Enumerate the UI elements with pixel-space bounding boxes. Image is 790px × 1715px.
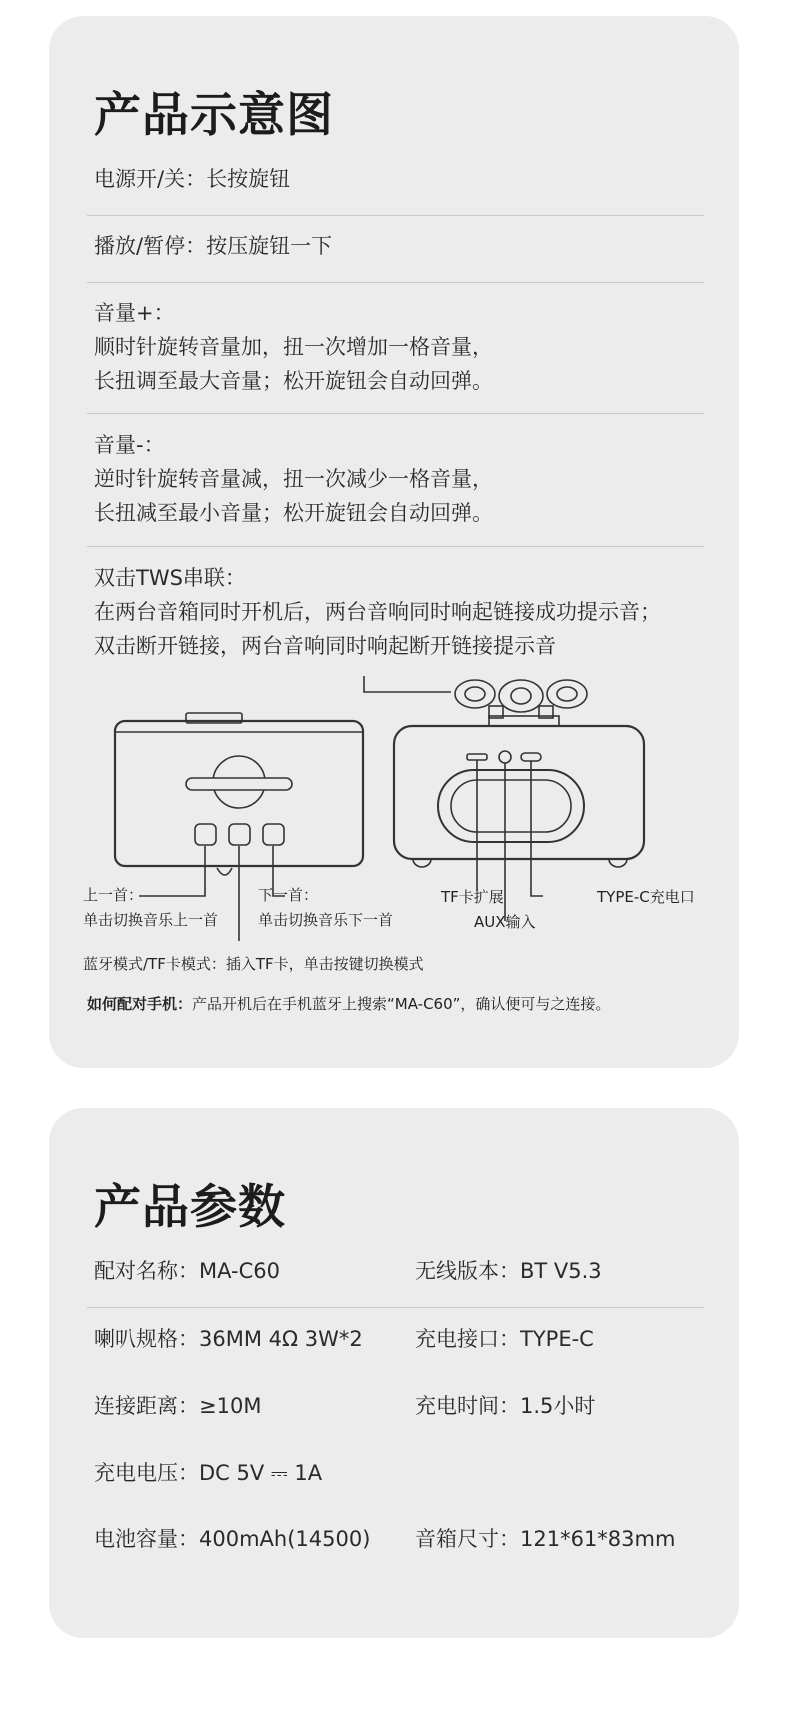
pairing-note-text: 产品开机后在手机蓝牙上搜索“MA-C60”，确认便可与之连接。: [192, 995, 611, 1013]
next-track-desc: 单击切换音乐下一首: [258, 911, 394, 929]
spec-title: 产品参数: [94, 1180, 286, 1235]
spec-battery: 电池容量：400mAh(14500): [94, 1527, 371, 1551]
diagram-title: 产品示意图: [94, 88, 334, 143]
tf-card-label: TF卡扩展: [441, 888, 504, 906]
spec-charge-time: 充电时间：1.5小时: [415, 1394, 596, 1418]
prev-track-label: 上一首：: [83, 886, 144, 904]
divider: [87, 1307, 704, 1308]
spec-pair-name: 配对名称：MA-C60: [94, 1259, 280, 1283]
play-pause-instruction: 播放/暂停：按压旋钮一下: [94, 234, 333, 258]
prev-track-desc: 单击切换音乐上一首: [83, 911, 219, 929]
knob-illustration: [455, 680, 587, 712]
tws-instruction: 双击TWS串联： 在两台音箱同时开机后，两台音响同时响起链接成功提示音； 双击断开链接，两台音响同时响起断开链接提示音: [94, 566, 661, 658]
volume-down-instruction: 音量-： 逆时针旋转音量减，扭一次减少一格音量， 长扭减至最小音量；松开旋钮会自动回弹。: [94, 433, 493, 525]
spec-range: 连接距离：≥10M: [94, 1394, 262, 1418]
pairing-note: [87, 993, 610, 1014]
pairing-note-bold: 如何配对手机：: [87, 995, 193, 1013]
product-spec-card: [49, 1108, 739, 1638]
aux-label: AUX输入: [474, 913, 536, 931]
back-speaker-illustration: [394, 706, 644, 867]
mode-label: 蓝牙模式/TF卡模式：插入TF卡，单击按键切换模式: [83, 955, 424, 973]
next-track-label: 下一首：: [258, 886, 319, 904]
spec-size: 音箱尺寸：121*61*83mm: [415, 1527, 676, 1551]
front-buttons: [195, 824, 284, 845]
spec-bt-version: 无线版本：BT V5.3: [415, 1259, 602, 1283]
spec-charge-port: 充电接口：TYPE-C: [415, 1327, 594, 1351]
volume-up-instruction: 音量+： 顺时针旋转音量加，扭一次增加一格音量， 长扭调至最大音量；松开旋钮会自动回弹。: [94, 301, 493, 393]
typec-label: TYPE-C充电口: [597, 888, 695, 906]
spec-charge-voltage: 充电电压：DC 5V ⎓ 1A: [94, 1461, 323, 1485]
power-instruction: 电源开/关：长按旋钮: [94, 167, 291, 191]
product-diagram-card: [49, 16, 739, 1068]
spec-speaker: 喇叭规格：36MM 4Ω 3W*2: [94, 1327, 363, 1351]
